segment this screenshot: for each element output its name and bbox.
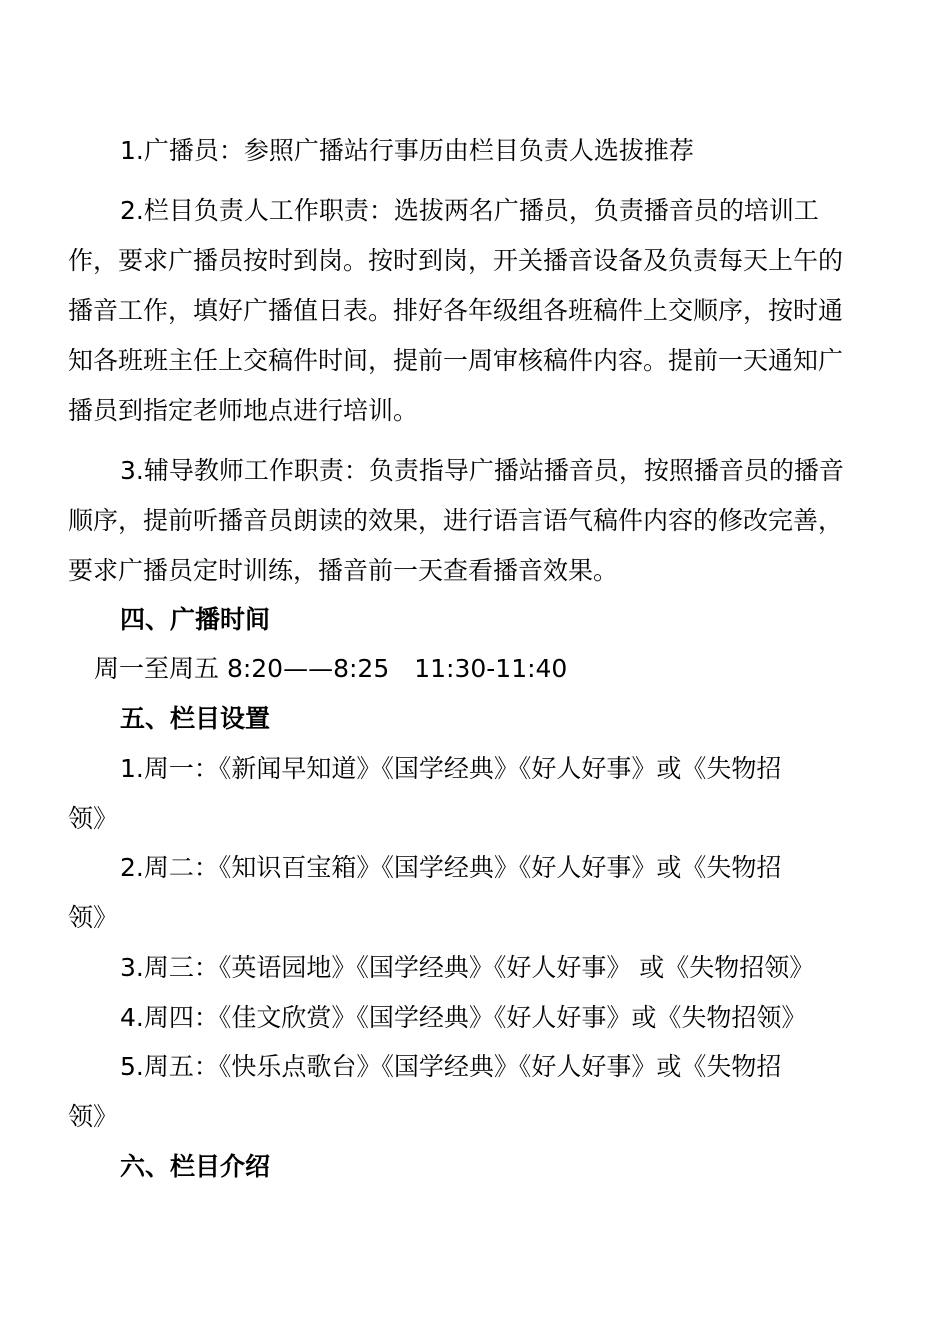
paragraph-column-leader-line-3: 播音工作，填好广播值日表。排好各年级组各班稿件上交顺序，按时通 [68,296,844,325]
section-heading-column-intro: 六、栏目介绍 [120,1152,271,1181]
paragraph-tutor-line-3: 要求广播员定时训练，播音前一天查看播音效果。 [68,556,619,585]
schedule-monday-line-2: 领》 [68,804,119,833]
paragraph-tutor-line-1: 3.辅导教师工作职责：负责指导广播站播音员，按照播音员的播音 [120,456,844,485]
paragraph-column-leader-line-1: 2.栏目负责人工作职责：选拔两名广播员，负责播音员的培训工 [120,196,819,225]
schedule-wednesday: 3.周三：《英语园地》《国学经典》《好人好事》 或《失物招领》 [120,953,815,982]
paragraph-broadcaster: 1.广播员：参照广播站行事历由栏目负责人选拔推荐 [120,136,694,165]
schedule-friday-line-1: 5.周五：《快乐点歌台》《国学经典》《好人好事》或《失物招 [120,1052,782,1081]
schedule-thursday: 4.周四：《佳文欣赏》《国学经典》《好人好事》或《失物招领》 [120,1003,807,1032]
paragraph-column-leader-line-2: 作，要求广播员按时到岗。按时到岗，开关播音设备及负责每天上午的 [68,246,844,275]
paragraph-column-leader-line-4: 知各班班主任上交稿件时间，提前一周审核稿件内容。提前一天通知广 [68,346,844,375]
schedule-tuesday-line-2: 领》 [68,903,119,932]
schedule-tuesday-line-1: 2.周二：《知识百宝箱》《国学经典》《好人好事》或《失物招 [120,853,782,882]
section-heading-broadcast-time: 四、广播时间 [120,605,271,634]
schedule-friday-line-2: 领》 [68,1102,119,1131]
paragraph-tutor-line-2: 顺序，提前听播音员朗读的效果，进行语言语气稿件内容的修改完善， [68,506,844,535]
schedule-monday-line-1: 1.周一：《新闻早知道》《国学经典》《好人好事》或《失物招 [120,754,782,783]
broadcast-time-text: 周一至周五 8:20——8:25 11:30-11:40 [94,654,568,683]
section-heading-column-setup: 五、栏目设置 [120,704,271,733]
paragraph-column-leader-line-5: 播员到指定老师地点进行培训。 [68,396,419,425]
